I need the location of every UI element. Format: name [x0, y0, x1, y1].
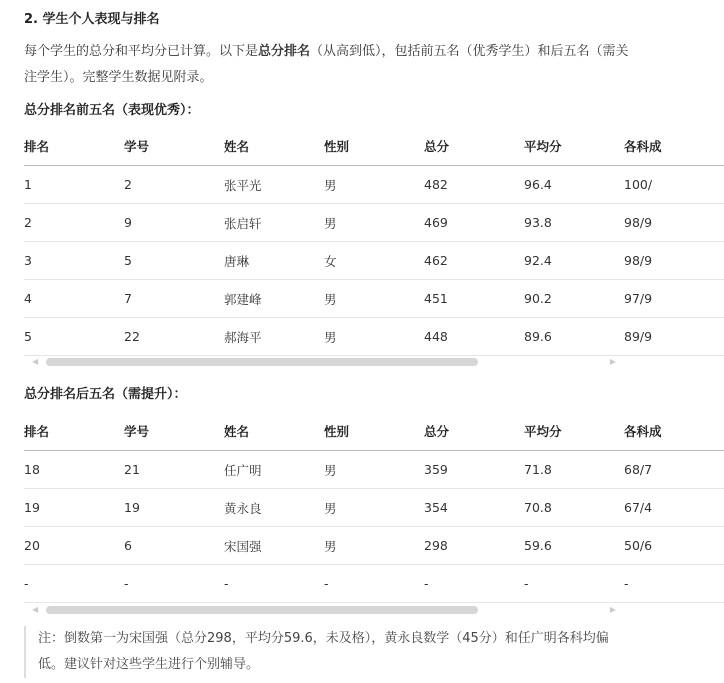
table-cell: 20 [24, 527, 124, 565]
column-header: 各科成 [624, 412, 724, 451]
top-table-scrollbar[interactable] [24, 354, 626, 368]
table-cell: 3 [24, 242, 124, 280]
table-cell: 67/4 [624, 489, 724, 527]
table-cell: 448 [424, 318, 524, 356]
table-cell: 4 [24, 280, 124, 318]
table-cell: 50/6 [624, 527, 724, 565]
scroll-thumb[interactable] [46, 606, 478, 614]
table-cell: 2 [124, 166, 224, 204]
top-five-title: 总分排名前五名（表现优秀）： [24, 103, 200, 118]
table-row [24, 527, 724, 565]
table-row [24, 166, 724, 204]
table-cell: 19 [124, 489, 224, 527]
table-cell: 7 [124, 280, 224, 318]
table-cell: 男 [324, 489, 424, 527]
column-header: 性别 [324, 127, 424, 166]
table-cell: 男 [324, 280, 424, 318]
column-header: 平均分 [524, 127, 624, 166]
table-cell: 女 [324, 242, 424, 280]
intro-text-end: （从高到低），包括前五名（优秀学生）和后五名（需关注学生）。完整学生数据见附录。 [24, 44, 629, 85]
column-header: 性别 [324, 412, 424, 451]
table-cell: 90.2 [524, 280, 624, 318]
column-header: 平均分 [524, 412, 624, 451]
top-five-table-wrap [24, 127, 662, 356]
table-cell: 96.4 [524, 166, 624, 204]
table-cell: 黄永良 [224, 489, 324, 527]
table-cell: 93.8 [524, 204, 624, 242]
table-row [24, 318, 724, 356]
intro-bold: 总分排名 [258, 44, 311, 59]
section-title: 2. 学生个人表现与排名 [24, 12, 160, 27]
table-row [24, 280, 724, 318]
table-cell: - [324, 565, 424, 603]
table-cell: 男 [324, 166, 424, 204]
table-row [24, 204, 724, 242]
scroll-right-icon[interactable]: ▶ [609, 605, 616, 614]
table-cell: 71.8 [524, 451, 624, 489]
table-row [24, 451, 724, 489]
table-cell: 张启轩 [224, 204, 324, 242]
scroll-thumb[interactable] [46, 358, 478, 366]
table-cell: 298 [424, 527, 524, 565]
scroll-left-icon[interactable]: ◀ [32, 357, 39, 366]
bottom-five-table-wrap [24, 412, 662, 603]
table-cell: 98/9 [624, 204, 724, 242]
table-cell: 354 [424, 489, 524, 527]
table-cell: 5 [24, 318, 124, 356]
scroll-left-icon[interactable]: ◀ [32, 605, 39, 614]
table-cell: 451 [424, 280, 524, 318]
table-cell: 19 [24, 489, 124, 527]
table-cell: 98/9 [624, 242, 724, 280]
table-cell: - [224, 565, 324, 603]
table-cell: 宋国强 [224, 527, 324, 565]
table-cell: 唐琳 [224, 242, 324, 280]
table-cell: 462 [424, 242, 524, 280]
table-row [24, 489, 724, 527]
table-cell: 1 [24, 166, 124, 204]
table-cell: 59.6 [524, 527, 624, 565]
table-cell: 469 [424, 204, 524, 242]
column-header: 学号 [124, 127, 224, 166]
bottom-five-table [24, 412, 724, 603]
note-blockquote: 注：倒数第一为宋国强（总分298，平均分59.6，未及格），黄永良数学（45分）和任广明各科均偏低。建议针对这些学生进行个别辅导。 [24, 626, 628, 678]
table-cell: - [424, 565, 524, 603]
table-cell: 男 [324, 451, 424, 489]
table-cell: 男 [324, 318, 424, 356]
top-five-table [24, 127, 724, 356]
scroll-right-icon[interactable]: ▶ [609, 357, 616, 366]
table-cell: 89/9 [624, 318, 724, 356]
table-cell: - [124, 565, 224, 603]
column-header: 学号 [124, 412, 224, 451]
column-header: 总分 [424, 127, 524, 166]
table-cell: 100/ [624, 166, 724, 204]
table-cell: 92.4 [524, 242, 624, 280]
table-cell: 18 [24, 451, 124, 489]
intro-text: 每个学生的总分和平均分已计算。以下是 [24, 44, 259, 59]
column-header: 姓名 [224, 127, 324, 166]
table-cell: 2 [24, 204, 124, 242]
table-cell: 68/7 [624, 451, 724, 489]
table-cell: 89.6 [524, 318, 624, 356]
column-header: 姓名 [224, 412, 324, 451]
table-cell: 97/9 [624, 280, 724, 318]
table-cell: 359 [424, 451, 524, 489]
column-header: 各科成 [624, 127, 724, 166]
table-cell: 21 [124, 451, 224, 489]
table-row [24, 565, 724, 603]
table-cell: 5 [124, 242, 224, 280]
column-header: 排名 [24, 127, 124, 166]
column-header: 排名 [24, 412, 124, 451]
table-cell: 70.8 [524, 489, 624, 527]
table-cell: - [624, 565, 724, 603]
table-cell: 男 [324, 204, 424, 242]
table-cell: 男 [324, 527, 424, 565]
table-cell: 22 [124, 318, 224, 356]
bottom-five-title: 总分排名后五名（需提升）： [24, 387, 187, 402]
table-cell: 任广明 [224, 451, 324, 489]
table-cell: 6 [124, 527, 224, 565]
bottom-table-scrollbar[interactable] [24, 602, 626, 616]
table-cell: - [24, 565, 124, 603]
column-header: 总分 [424, 412, 524, 451]
table-cell: 张平光 [224, 166, 324, 204]
intro-paragraph [24, 39, 634, 91]
table-cell: - [524, 565, 624, 603]
table-cell: 郭建峰 [224, 280, 324, 318]
table-row [24, 242, 724, 280]
table-cell: 9 [124, 204, 224, 242]
table-cell: 482 [424, 166, 524, 204]
table-cell: 郝海平 [224, 318, 324, 356]
